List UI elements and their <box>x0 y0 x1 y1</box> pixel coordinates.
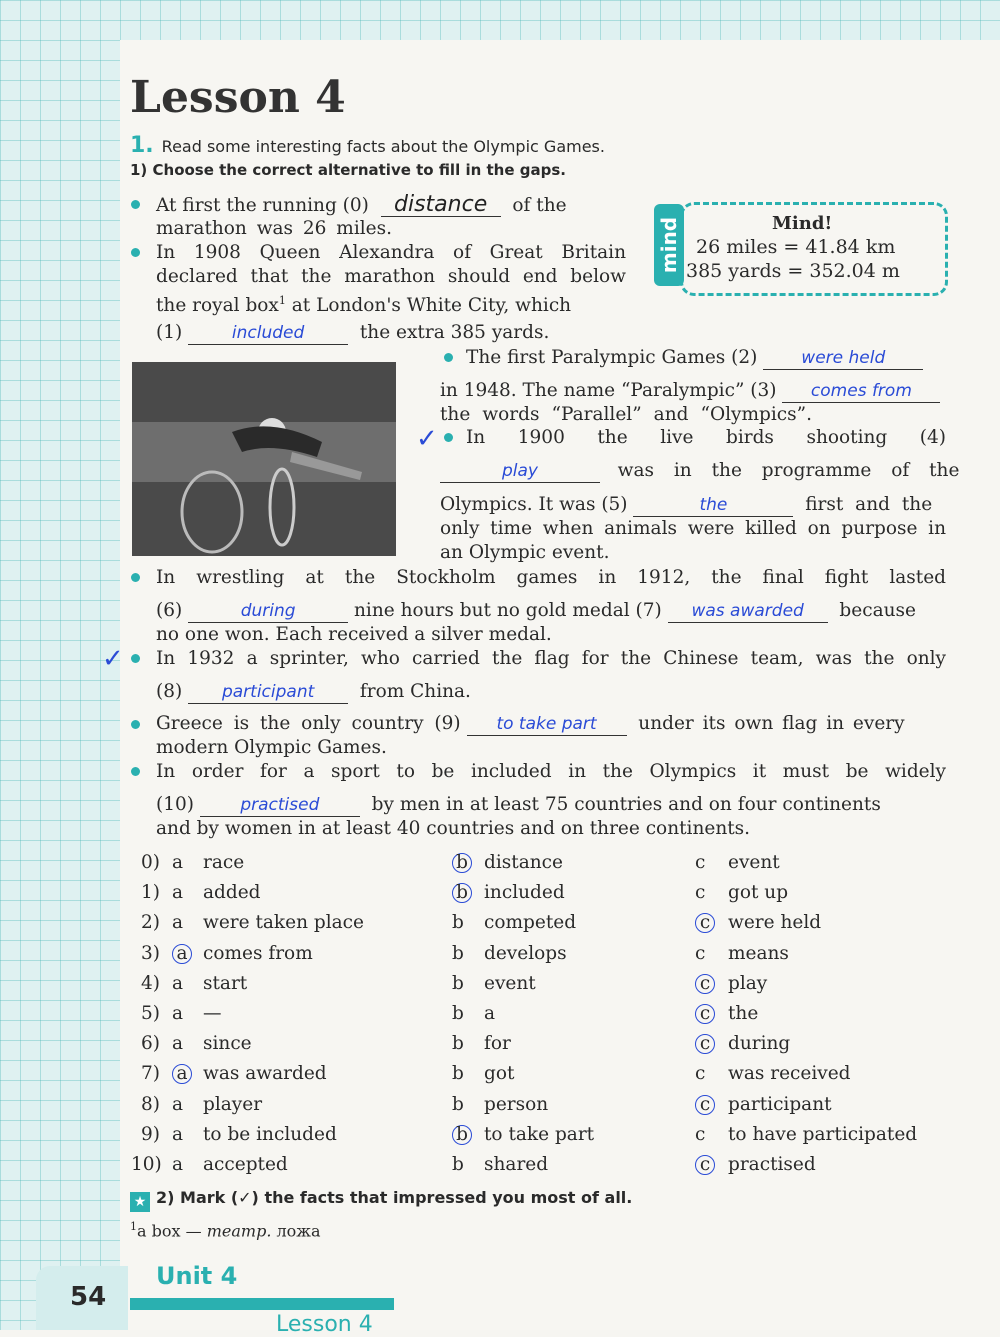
circled-answer: c <box>695 1004 715 1024</box>
option-letter-b: b <box>452 972 464 994</box>
text-line: only time when animals were killed on purpose in <box>440 518 946 539</box>
text-line: In 1932 a sprinter, who carried the flag for the Chinese team, was the only <box>156 648 946 669</box>
option-letter-a: a <box>172 882 184 904</box>
option-a-text: since <box>203 1033 252 1055</box>
option-letter-a: a <box>172 1154 184 1175</box>
option-a-text: added <box>203 882 261 904</box>
text-line: Greece is the only country (9) to take part under its own flag in every <box>156 713 905 734</box>
gap-10: practised <box>200 794 360 817</box>
option-letter-a: a <box>172 972 184 994</box>
option-c-text: practised <box>728 1154 816 1175</box>
text-line: declared that the marathon should end below <box>156 266 626 287</box>
text-line: and by women in at least 40 countries and on three continents. <box>156 818 751 839</box>
option-letter-a: a <box>172 1033 184 1055</box>
option-letter-a: a <box>172 1123 184 1145</box>
gap-2: were held <box>763 347 923 370</box>
unit-label: Unit 4 <box>156 1262 238 1290</box>
option-a-text: — <box>203 1003 222 1024</box>
option-c-text: participant <box>728 1093 832 1115</box>
text-line: In order for a sport to be included in the Olympics it must be widely <box>156 761 946 782</box>
bullet <box>131 248 140 257</box>
gap-7: was awarded <box>668 600 828 623</box>
text-line: (8) participant from China. <box>156 681 471 702</box>
text-line: In wrestling at the Stockholm games in 1912, the final fight lasted <box>156 567 946 588</box>
option-number: 3) <box>141 942 160 964</box>
option-letter-b: b <box>452 1003 464 1024</box>
option-letter-b: b <box>452 912 464 934</box>
gap-1: included <box>188 322 348 345</box>
text-line: no one won. Each received a silver medal. <box>156 624 552 645</box>
option-number: 6) <box>141 1033 160 1055</box>
lesson-title: Lesson 4 <box>130 72 346 123</box>
tick-mark: ✓ <box>416 424 438 454</box>
bullet <box>131 573 140 582</box>
option-letter-c <box>695 1154 715 1175</box>
option-b-text: person <box>484 1093 549 1115</box>
option-letter-a <box>172 943 192 964</box>
gap-6: during <box>188 600 348 623</box>
option-number: 0) <box>141 852 160 873</box>
tick-mark: ✓ <box>102 644 124 674</box>
text-line: In 1908 Queen Alexandra of Great Britain <box>156 242 626 263</box>
circled-answer: b <box>452 883 472 903</box>
option-letter-b <box>452 852 472 873</box>
option-letter-b: b <box>452 1063 464 1085</box>
text-line: an Olympic event. <box>440 542 610 563</box>
paralympic-photo <box>132 362 396 556</box>
option-b-text: distance <box>484 852 563 873</box>
option-letter-a: a <box>172 1003 184 1024</box>
option-c-text: got up <box>728 882 789 904</box>
option-letter-c <box>695 973 715 994</box>
option-b-text: a <box>484 1003 496 1024</box>
text-line: the royal box$^1$ at London's White City, which <box>156 294 572 317</box>
option-number: 1) <box>141 882 160 904</box>
option-letter-c <box>695 1094 715 1115</box>
circled-answer: a <box>172 1064 192 1084</box>
option-b-text: included <box>484 882 565 904</box>
text-line: At first the running (0) distance of the <box>156 192 567 217</box>
bullet <box>131 767 140 776</box>
text-line: the words “Parallel” and “Olympics”. <box>440 404 812 425</box>
option-c-text: play <box>728 972 768 994</box>
option-a-text: player <box>203 1093 263 1115</box>
option-letter-c <box>695 912 715 933</box>
option-c-text: to have participated <box>728 1123 918 1145</box>
option-number: 7) <box>141 1063 160 1085</box>
option-b-text: to take part <box>484 1123 595 1145</box>
option-a-text: to be included <box>203 1123 337 1145</box>
option-number: 2) <box>141 912 160 934</box>
option-letter-b: b <box>452 942 464 964</box>
circled-answer: c <box>695 974 715 994</box>
option-letter-a: a <box>172 912 184 934</box>
bullet <box>131 654 140 663</box>
star-icon: ★ <box>130 1192 150 1212</box>
option-c-text: means <box>728 942 789 964</box>
option-a-text: race <box>203 852 245 873</box>
page-number: 54 <box>70 1282 107 1312</box>
option-a-text: start <box>203 972 248 994</box>
option-a-text: were taken place <box>203 912 364 934</box>
option-letter-c <box>695 1003 715 1024</box>
bullet <box>131 200 140 209</box>
option-b-text: shared <box>484 1154 549 1175</box>
gap-4: play <box>440 460 600 483</box>
option-number: 8) <box>141 1093 160 1115</box>
bullet <box>444 353 453 362</box>
option-letter-c <box>695 1033 715 1054</box>
option-c-text: the <box>728 1003 759 1024</box>
option-letter-b <box>452 882 472 903</box>
option-letter-c: c <box>695 1123 706 1145</box>
text-line: (10) practised by men in at least 75 countries and on four continents <box>156 794 881 815</box>
option-number: 9) <box>141 1123 160 1145</box>
gap-8: participant <box>188 681 348 704</box>
option-letter-c: c <box>695 882 706 904</box>
footnote: $^1$a box — театр. ложа <box>130 1220 321 1241</box>
mind-title: Mind! <box>772 213 833 234</box>
option-letter-a: a <box>172 1093 184 1115</box>
gap-3: comes from <box>782 380 940 403</box>
option-c-text: event <box>728 852 780 873</box>
circled-answer: b <box>452 1125 472 1145</box>
mind-line-2: 385 yards = 352.04 m <box>686 260 900 282</box>
option-letter-b: b <box>452 1093 464 1115</box>
text-line: in 1948. The name “Paralympic” (3) comes from <box>440 380 946 403</box>
text-line: In 1900 the live birds shooting (4) <box>466 427 946 448</box>
option-c-text: were held <box>728 912 822 934</box>
option-b-text: got <box>484 1063 515 1085</box>
option-b-text: competed <box>484 912 577 934</box>
option-letter-b: b <box>452 1154 464 1175</box>
option-b-text: develops <box>484 942 567 964</box>
circled-answer: a <box>172 944 192 964</box>
bullet <box>444 433 453 442</box>
task1-subtask: 1) Choose the correct alternative to fill in the gaps. <box>130 161 566 179</box>
lesson-footer-label: Lesson 4 <box>276 1312 373 1337</box>
circled-answer: c <box>695 1095 715 1115</box>
option-letter-b: b <box>452 1033 464 1055</box>
gap-0: distance <box>381 194 501 217</box>
circled-answer: c <box>695 913 715 933</box>
option-c-text: during <box>728 1033 791 1055</box>
task2-instruction: ★ 2) Mark (✓) the facts that impressed you most of all. <box>130 1188 632 1212</box>
text-line: marathon was 26 miles. <box>156 218 392 239</box>
wheelchair-racer-image <box>132 362 396 556</box>
text-line: modern Olympic Games. <box>156 737 387 758</box>
text-line: (6) during nine hours but no gold medal (7) was awarded because <box>156 600 916 621</box>
mind-tab: mind <box>654 204 684 286</box>
gap-5: the <box>633 494 793 517</box>
circled-answer: c <box>695 1155 715 1175</box>
option-letter-c: c <box>695 852 706 873</box>
unit-bar <box>130 1298 394 1310</box>
bullet <box>131 720 140 729</box>
option-a-text: was awarded <box>203 1063 327 1085</box>
option-letter-c: c <box>695 942 706 964</box>
option-b-text: for <box>484 1033 511 1055</box>
text-line: play was in the programme of the <box>440 460 946 483</box>
option-number: 10) <box>131 1154 162 1175</box>
option-b-text: event <box>484 972 536 994</box>
text-line: The first Paralympic Games (2) were held <box>466 347 946 370</box>
gap-9: to take part <box>467 713 627 736</box>
option-c-text: was received <box>728 1063 851 1085</box>
option-a-text: comes from <box>203 942 313 964</box>
circled-answer: c <box>695 1034 715 1054</box>
circled-answer: b <box>452 853 472 873</box>
option-number: 4) <box>141 972 160 994</box>
option-a-text: accepted <box>203 1154 288 1175</box>
text-line: Olympics. It was (5) the first and the <box>440 494 933 515</box>
option-letter-c: c <box>695 1063 706 1085</box>
mind-line-1: 26 miles = 41.84 km <box>696 236 896 258</box>
option-number: 5) <box>141 1003 160 1024</box>
option-letter-a <box>172 1063 192 1084</box>
option-letter-b <box>452 1124 472 1145</box>
task1-instruction: 1. Read some interesting facts about the Olympic Games. <box>130 133 605 158</box>
task1-number: 1. <box>130 133 154 158</box>
text-line: (1) included the extra 385 yards. <box>156 322 550 343</box>
grid-top <box>0 0 1000 40</box>
option-letter-a: a <box>172 852 184 873</box>
